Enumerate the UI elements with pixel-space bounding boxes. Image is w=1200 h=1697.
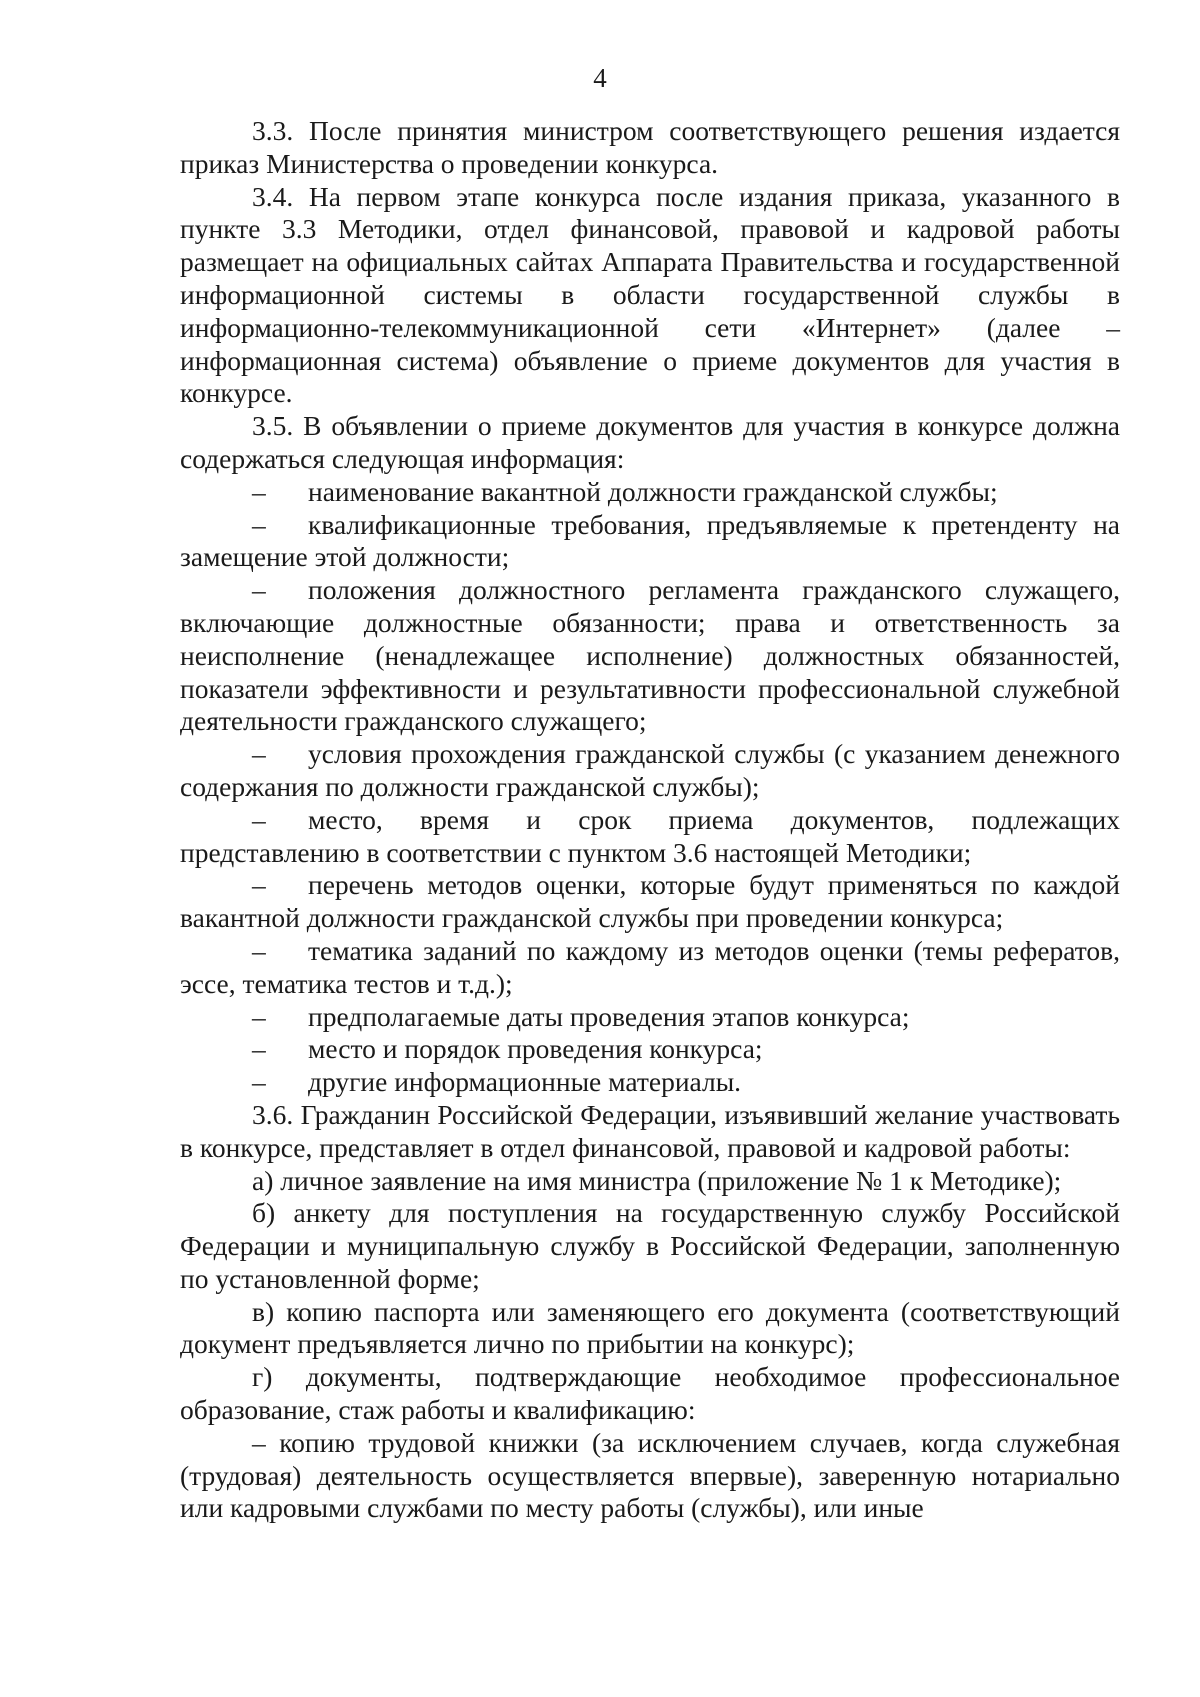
subitem-a: а) личное заявление на имя министра (приложение № 1 к Методике); xyxy=(252,1164,1062,1196)
paragraph-3-4: 3.4. На первом этапе конкурса после издания приказа, указанного в пункте 3.3 Методики, отдел финансовой, правовой и кадровой работы размещает на официальных сайтах Аппарата Правительства и государственной информационной системы в области государственной службы в информационно-телекоммуникационной сети «Интернет» (далее – информационная система) объявление о приеме документов для участия в конкурсе. xyxy=(180,180,1120,409)
list-item-text: место и порядок проведения конкурса; xyxy=(308,1033,763,1065)
list-item-text: перечень методов оценки, которые будут применяться по каждой вакантной должности гражданской службы при проведении конкурса; xyxy=(180,869,1120,934)
document-body xyxy=(180,115,1120,1525)
paragraph-3-3: 3.3. После принятия министром соответствующего решения издается приказ Министерства о проведении конкурса. xyxy=(180,115,1120,179)
list-item-text: наименование вакантной должности гражданской службы; xyxy=(308,475,998,507)
dash-marker: – xyxy=(252,738,266,770)
list-item xyxy=(180,574,1120,738)
subitem-g-dash-1: – копию трудовой книжки (за исключением случаев, когда служебная (трудовая) деятельность осуществляется впервые), заверенную нотариально или кадровыми службами по месту работы (службы), или иные xyxy=(180,1426,1120,1524)
list-item-text: условия прохождения гражданской службы (с указанием денежного содержания по должности гражданской службы); xyxy=(180,738,1120,802)
list-item xyxy=(180,476,1120,509)
paragraph-3-6: 3.6. Гражданин Российской Федерации, изъявивший желание участвовать в конкурсе, представляет в отдел финансовой, правовой и кадровой работы: xyxy=(180,1098,1120,1163)
paragraph-3-5: 3.5. В объявлении о приеме документов для участия в конкурсе должна содержаться следующая информация: xyxy=(180,410,1120,474)
list-item xyxy=(180,869,1120,935)
list-item-text: положения должностного регламента гражданского служащего, включающие должностные обязанности; права и ответственность за неисполнение (ненадлежащее исполнение) должностных обязанностей, показатели эффективности и результативности профессиональной служебной деятельности гражданского служащего; xyxy=(180,574,1120,737)
list-item-text: предполагаемые даты проведения этапов конкурса; xyxy=(308,1000,910,1032)
dash-marker: – xyxy=(252,508,266,540)
subitem-b: б) анкету для поступления на государственную службу Российской Федерации и муниципальную службу в Российской Федерации, заполненную по установленной форме; xyxy=(180,1197,1120,1294)
list-item xyxy=(180,509,1120,575)
list-item-text: тематика заданий по каждому из методов оценки (темы рефератов, эссе, тематика тестов и т.д.); xyxy=(180,934,1120,999)
dash-marker: – xyxy=(252,869,266,901)
dash-marker: – xyxy=(252,934,266,966)
dash-marker: – xyxy=(252,574,266,606)
dash-marker: – xyxy=(252,475,266,507)
list-item xyxy=(180,804,1120,870)
list-item xyxy=(180,738,1120,804)
dash-marker: – xyxy=(252,1066,266,1098)
list-item-text: другие информационные материалы. xyxy=(308,1066,742,1098)
subitem-v: в) копию паспорта или заменяющего его документа (соответствующий документ предъявляется лично по прибытии на конкурс); xyxy=(180,1295,1120,1360)
subitem-g: г) документы, подтверждающие необходимое профессиональное образование, стаж работы и квалификацию: xyxy=(180,1361,1120,1426)
list-item xyxy=(180,1001,1120,1034)
list-item xyxy=(180,935,1120,1001)
dash-marker: – xyxy=(252,1033,266,1065)
list-item-text: квалификационные требования, предъявляемые к претенденту на замещение этой должности; xyxy=(180,508,1120,573)
announcement-info-list xyxy=(180,476,1120,1099)
list-item xyxy=(180,1066,1120,1099)
dash-marker: – xyxy=(252,1000,266,1032)
page-number: 4 xyxy=(593,63,607,93)
list-item xyxy=(180,1033,1120,1066)
dash-marker: – xyxy=(252,803,266,835)
list-item-text: место, время и срок приема документов, подлежащих представлению в соответствии с пунктом 3.6 настоящей Методики; xyxy=(180,803,1120,868)
